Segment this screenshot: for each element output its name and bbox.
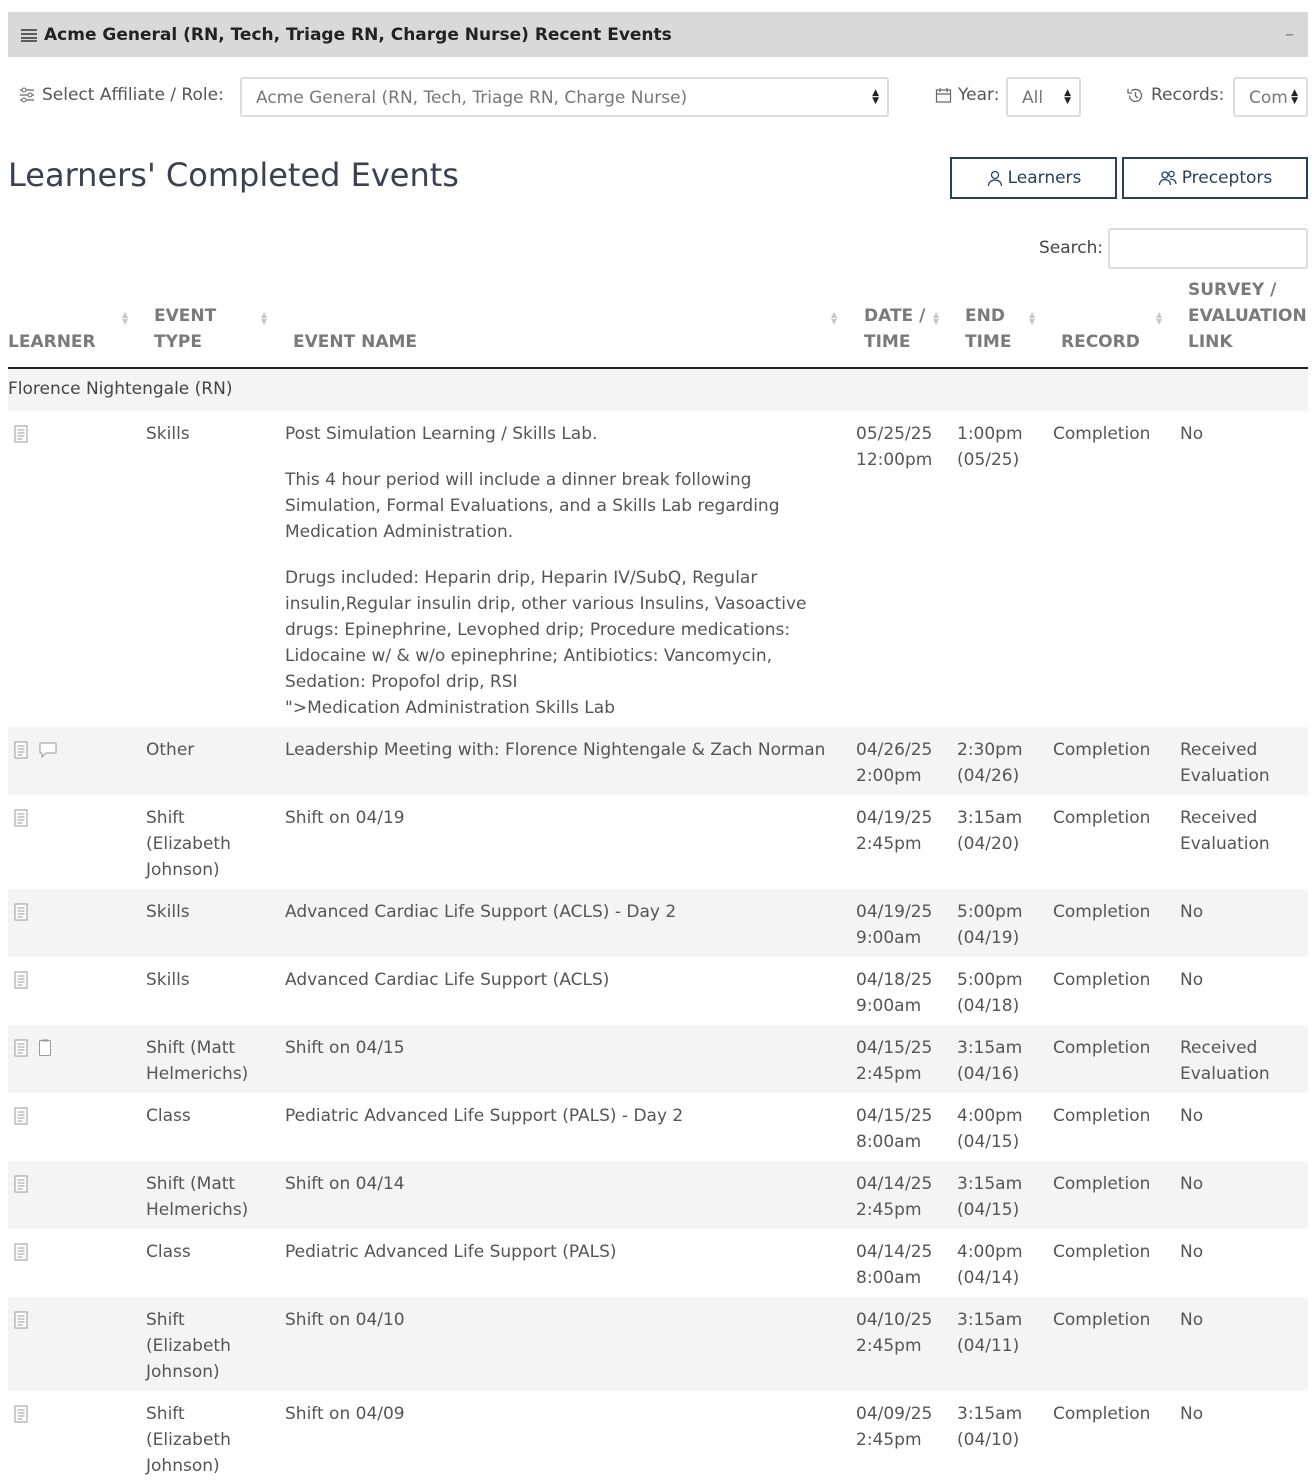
survey-cell: Received Evaluation — [1180, 1038, 1270, 1084]
document-icon[interactable] — [14, 1311, 28, 1337]
record-cell: Completion — [1053, 424, 1151, 444]
event-name-text: Drugs included: Heparin drip, Heparin IV/SubQ, Regular insulin,Regular insulin drip, other various Insulins, Vasoactive drugs: Epinephrine, Levophed drip; Procedure medications: Lidocaine w/ & w/o epinephrine; Antibiotics: Vancomycin, Sedation: Propofol drip, RSI ">Medication Administration Skills Lab — [285, 568, 807, 718]
col-learner[interactable] — [8, 329, 96, 355]
date-time-cell: 04/10/25 2:45pm — [856, 1310, 933, 1356]
col-learner-label: LEARNER — [8, 332, 96, 352]
event-type-cell: Class — [146, 1242, 191, 1262]
end-time-cell: 3:15am (04/15) — [957, 1174, 1023, 1220]
search-label: Search: — [1039, 238, 1104, 258]
col-event-name-label: EVENT NAME — [293, 332, 418, 352]
event-name-cell — [285, 1239, 845, 1265]
event-name-text: Post Simulation Learning / Skills Lab. — [285, 424, 598, 444]
select-arrows-icon: ▲ ▼ — [1291, 88, 1298, 106]
sort-icon[interactable]: ▲ ▼ — [122, 310, 129, 326]
col-event-name[interactable] — [293, 329, 417, 355]
end-time-cell: 2:30pm (04/26) — [957, 740, 1023, 786]
event-name-text: Advanced Cardiac Life Support (ACLS) - Day 2 — [285, 902, 677, 922]
end-time-cell: 5:00pm (04/18) — [957, 970, 1023, 1016]
col-record[interactable] — [1061, 329, 1140, 355]
preceptors-button[interactable] — [1122, 157, 1308, 199]
affiliate-select-value: Acme General (RN, Tech, Triage RN, Charge Nurse) — [256, 88, 688, 108]
table-row — [8, 1093, 1308, 1161]
event-name-text: Leadership Meeting with: Florence Nightengale & Zach Norman — [285, 740, 826, 760]
sort-icon[interactable]: ▲ ▼ — [1029, 310, 1036, 326]
event-name-cell — [285, 421, 845, 721]
end-time-cell: 3:15am (04/16) — [957, 1038, 1023, 1084]
group-learner-name: Florence Nightengale (RN) — [8, 379, 233, 399]
group-row — [8, 369, 1308, 411]
col-survey-label-3: LINK — [1188, 332, 1233, 352]
col-event-type-label-2: TYPE — [154, 332, 202, 352]
row-icons — [14, 971, 28, 997]
year-label — [935, 85, 999, 105]
learners-button[interactable] — [950, 157, 1117, 199]
document-icon[interactable] — [14, 1107, 28, 1133]
event-name-text: This 4 hour period will include a dinner break following Simulation, Formal Evaluations, and a Skills Lab regarding Medication Administration. — [285, 470, 780, 542]
event-name-cell — [285, 1307, 845, 1333]
survey-cell: No — [1180, 1174, 1204, 1194]
survey-cell: No — [1180, 1404, 1204, 1424]
end-time-cell: 1:00pm (05/25) — [957, 424, 1023, 470]
col-date-label-2: TIME — [864, 332, 911, 352]
event-name-text: Shift on 04/10 — [285, 1310, 405, 1330]
date-time-cell: 04/26/25 2:00pm — [856, 740, 933, 786]
sort-icon[interactable]: ▲ ▼ — [261, 310, 268, 326]
records-select-value: Com — [1249, 88, 1288, 108]
document-icon[interactable] — [14, 1039, 28, 1065]
event-name-text: Advanced Cardiac Life Support (ACLS) — [285, 970, 610, 990]
col-event-type[interactable] — [154, 303, 216, 355]
event-name-cell — [285, 1035, 845, 1061]
select-arrows-icon: ▲ ▼ — [872, 88, 879, 106]
table-row — [8, 1391, 1308, 1484]
event-type-cell: Shift (Matt Helmerichs) — [146, 1038, 249, 1084]
col-survey[interactable] — [1188, 277, 1308, 355]
row-icons — [14, 809, 28, 835]
col-date-time[interactable] — [864, 303, 925, 355]
preceptors-button-label: Preceptors — [1181, 168, 1273, 188]
record-cell: Completion — [1053, 1174, 1151, 1194]
records-label — [1126, 85, 1224, 105]
document-icon[interactable] — [14, 425, 28, 451]
date-time-cell: 04/14/25 2:45pm — [856, 1174, 933, 1220]
event-type-cell: Shift (Matt Helmerichs) — [146, 1174, 249, 1220]
survey-cell: No — [1180, 902, 1204, 922]
record-cell: Completion — [1053, 902, 1151, 922]
calendar-icon — [935, 87, 952, 104]
date-time-cell: 04/19/25 2:45pm — [856, 808, 933, 854]
record-cell: Completion — [1053, 970, 1151, 990]
survey-cell: No — [1180, 1242, 1204, 1262]
date-time-cell: 05/25/25 12:00pm — [856, 424, 933, 470]
table-row — [8, 889, 1308, 957]
sort-icon[interactable]: ▲ ▼ — [831, 310, 838, 326]
affiliate-select[interactable] — [240, 77, 889, 117]
table-header — [8, 278, 1308, 369]
survey-cell: Received Evaluation — [1180, 808, 1270, 854]
select-arrows-icon: ▲ ▼ — [1064, 88, 1071, 106]
affiliate-label-text: Select Affiliate / Role: — [42, 85, 224, 105]
row-icons — [14, 903, 28, 929]
event-name-cell — [285, 899, 845, 925]
event-type-cell: Class — [146, 1106, 191, 1126]
history-icon — [1126, 86, 1145, 105]
table-row — [8, 1161, 1308, 1229]
row-icons — [14, 1311, 28, 1337]
survey-cell: No — [1180, 424, 1204, 444]
panel-title: Acme General (RN, Tech, Triage RN, Charge Nurse) Recent Events — [44, 24, 672, 45]
end-time-cell: 3:15am (04/10) — [957, 1404, 1023, 1450]
record-cell: Completion — [1053, 1242, 1151, 1262]
col-date-label-1: DATE / — [864, 306, 926, 326]
end-time-cell: 3:15am (04/11) — [957, 1310, 1023, 1356]
table-row — [8, 1297, 1308, 1391]
date-time-cell: 04/09/25 2:45pm — [856, 1404, 933, 1450]
collapse-icon[interactable]: – — [1285, 24, 1294, 45]
document-icon[interactable] — [14, 1405, 28, 1431]
row-icons — [14, 1243, 28, 1269]
learners-button-label: Learners — [1007, 168, 1082, 188]
user-icon — [986, 169, 1004, 187]
year-select-value: All — [1022, 88, 1044, 108]
table-row — [8, 727, 1308, 795]
record-cell: Completion — [1053, 1038, 1151, 1058]
survey-cell: No — [1180, 970, 1204, 990]
col-survey-label-2: EVALUATION — [1188, 306, 1307, 326]
event-name-text: Pediatric Advanced Life Support (PALS) — [285, 1242, 617, 1262]
year-select[interactable] — [1006, 77, 1081, 117]
event-type-cell: Skills — [146, 902, 190, 922]
document-icon[interactable] — [14, 1243, 28, 1269]
affiliate-label — [18, 85, 224, 105]
menu-icon — [20, 28, 38, 42]
date-time-cell: 04/19/25 9:00am — [856, 902, 933, 948]
document-icon[interactable] — [14, 809, 28, 835]
event-type-cell: Shift (Elizabeth Johnson) — [146, 1404, 231, 1476]
event-name-cell — [285, 1171, 845, 1197]
row-icons — [14, 1175, 28, 1201]
col-event-type-label-1: EVENT — [154, 306, 217, 326]
row-icons — [14, 425, 28, 451]
event-name-text: Shift on 04/19 — [285, 808, 405, 828]
table-row — [8, 411, 1308, 727]
date-time-cell: 04/15/25 2:45pm — [856, 1038, 933, 1084]
row-icons — [14, 1107, 28, 1133]
event-type-cell: Shift (Elizabeth Johnson) — [146, 808, 231, 880]
clipboard-icon[interactable] — [38, 1039, 52, 1065]
table-row — [8, 1229, 1308, 1297]
filter-bar — [0, 77, 1316, 117]
table-row — [8, 795, 1308, 889]
panel-header — [8, 12, 1308, 57]
survey-cell: Received Evaluation — [1180, 740, 1270, 786]
event-name-text: Shift on 04/14 — [285, 1174, 405, 1194]
end-time-cell: 5:00pm (04/19) — [957, 902, 1023, 948]
survey-cell: No — [1180, 1310, 1204, 1330]
row-icons — [14, 1039, 52, 1065]
page-title: Learners' Completed Events — [8, 156, 459, 194]
date-time-cell: 04/14/25 8:00am — [856, 1242, 933, 1288]
records-label-text: Records: — [1151, 85, 1225, 105]
event-type-cell: Skills — [146, 970, 190, 990]
event-name-text: Shift on 04/09 — [285, 1404, 405, 1424]
event-type-cell: Other — [146, 740, 195, 760]
document-icon[interactable] — [14, 903, 28, 929]
col-end-label-1: END — [965, 306, 1005, 326]
sort-icon[interactable]: ▲ ▼ — [1156, 310, 1163, 326]
table-row — [8, 1025, 1308, 1093]
record-cell: Completion — [1053, 1404, 1151, 1424]
row-icons — [14, 1405, 28, 1431]
record-cell: Completion — [1053, 808, 1151, 828]
search-input[interactable] — [1108, 228, 1308, 269]
year-label-text: Year: — [958, 85, 1000, 105]
date-time-cell: 04/15/25 8:00am — [856, 1106, 933, 1152]
event-name-text: Pediatric Advanced Life Support (PALS) - Day 2 — [285, 1106, 684, 1126]
records-select[interactable] — [1233, 77, 1308, 117]
date-time-cell: 04/18/25 9:00am — [856, 970, 933, 1016]
record-cell: Completion — [1053, 740, 1151, 760]
document-icon[interactable] — [14, 1175, 28, 1201]
sliders-icon — [18, 86, 36, 104]
col-end-label-2: TIME — [965, 332, 1012, 352]
sort-icon[interactable]: ▲ ▼ — [933, 310, 940, 326]
event-name-cell — [285, 967, 845, 993]
survey-cell: No — [1180, 1106, 1204, 1126]
row-icons — [14, 741, 58, 767]
end-time-cell: 4:00pm (04/15) — [957, 1106, 1023, 1152]
event-name-text: Shift on 04/15 — [285, 1038, 405, 1058]
comment-icon[interactable] — [38, 741, 58, 767]
col-survey-label-1: SURVEY / — [1188, 280, 1277, 300]
col-end-time[interactable] — [965, 303, 1011, 355]
record-cell: Completion — [1053, 1310, 1151, 1330]
end-time-cell: 4:00pm (04/14) — [957, 1242, 1023, 1288]
event-name-cell — [285, 1401, 845, 1427]
event-type-cell: Shift (Elizabeth Johnson) — [146, 1310, 231, 1382]
record-cell: Completion — [1053, 1106, 1151, 1126]
event-name-cell — [285, 1103, 845, 1129]
event-name-cell — [285, 805, 845, 831]
event-type-cell: Skills — [146, 424, 190, 444]
document-icon[interactable] — [14, 971, 28, 997]
end-time-cell: 3:15am (04/20) — [957, 808, 1023, 854]
col-record-label: RECORD — [1061, 332, 1140, 352]
document-icon[interactable] — [14, 741, 28, 767]
users-icon — [1158, 169, 1178, 187]
table-row — [8, 957, 1308, 1025]
event-name-cell — [285, 737, 845, 763]
